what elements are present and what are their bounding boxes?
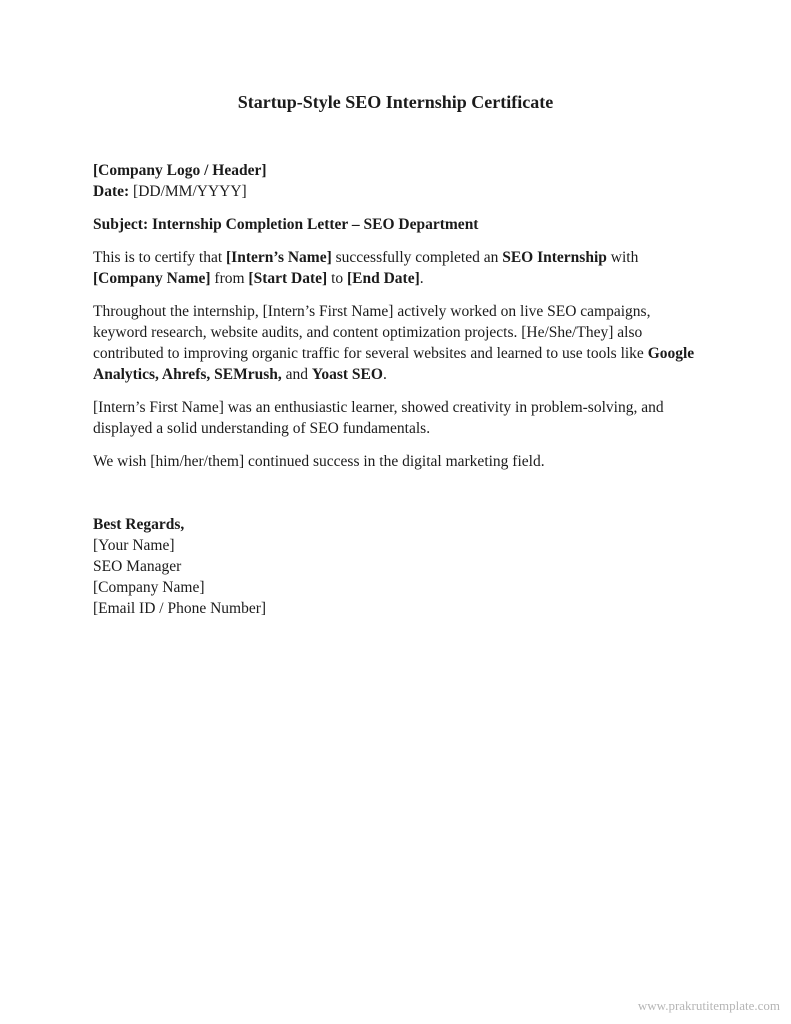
date-line-bold-run: Date: [93,183,134,200]
paragraph-wishes [93,451,700,472]
paragraph-internship-work [93,301,700,385]
paragraph-certify-bold-run: [End Date] [347,270,420,287]
signature-contact [93,598,700,619]
signature-company-name [93,577,700,598]
paragraph-certify [93,247,700,289]
date-line-text-run: [DD/MM/YYYY] [133,183,247,200]
paragraph-certify-bold-run: [Start Date] [248,270,328,287]
paragraph-internship-work-text-run: and [281,366,312,383]
signature-role-text-run: SEO Manager [93,558,182,575]
letter-body [93,160,700,619]
paragraph-certify-text-run: successfully completed an [331,249,503,266]
paragraph-certify-text-run: to [327,270,347,287]
paragraph-certify-bold-run: [Company Name] [93,270,211,287]
paragraph-internship-work-bold-run: Google Analytics, Ahrefs, SEMrush, [93,345,695,383]
signature-your-name-text-run: [Your Name] [93,537,175,554]
signature-role [93,556,700,577]
paragraph-certify-bold-run: [Intern’s Name] [226,249,332,266]
paragraph-certify-text-run: from [210,270,249,287]
paragraph-certify-text-run: with [606,249,639,266]
paragraph-internship-work-text-run: . [382,366,387,383]
subject-line [93,214,700,235]
paragraph-certify-text-run: . [419,270,424,287]
date-line [93,181,700,202]
signature-company-name-text-run: [Company Name] [93,579,205,596]
paragraph-internship-work-bold-run: Yoast SEO [311,366,383,383]
signature-contact-text-run: [Email ID / Phone Number] [93,600,267,617]
signature-best-regards [93,514,700,535]
paragraph-certify-bold-run: SEO Internship [502,249,607,266]
paragraph-qualities [93,397,700,439]
signature-your-name [93,535,700,556]
company-header-line [93,160,700,181]
document-title: Startup-Style SEO Internship Certificate [237,92,554,112]
website-url: www.prakrutitemplate.com [637,998,780,1013]
paragraph-internship-work-text-run: Throughout the internship, [Intern’s First Name] actively worked on live SEO campaigns, keyword research, website audits, and content optimization projects. [He/She/They] also contributed to improving organic traffic for several websites and learned to use tools like [93,303,651,362]
paragraph-certify-text-run: This is to certify that [93,249,227,266]
paragraph-wishes-text-run: We wish [him/her/them] continued success in the digital marketing field. [93,453,545,470]
paragraph-qualities-text-run: [Intern’s First Name] was an enthusiastic learner, showed creativity in problem-solving, and displayed a solid understanding of SEO fundamentals. [93,399,664,437]
signature-best-regards-bold-run: Best Regards, [93,516,185,533]
company-header-line-bold-run: [Company Logo / Header] [93,162,267,179]
subject-line-bold-run: Subject: Internship Completion Letter – SEO Department [93,216,479,233]
